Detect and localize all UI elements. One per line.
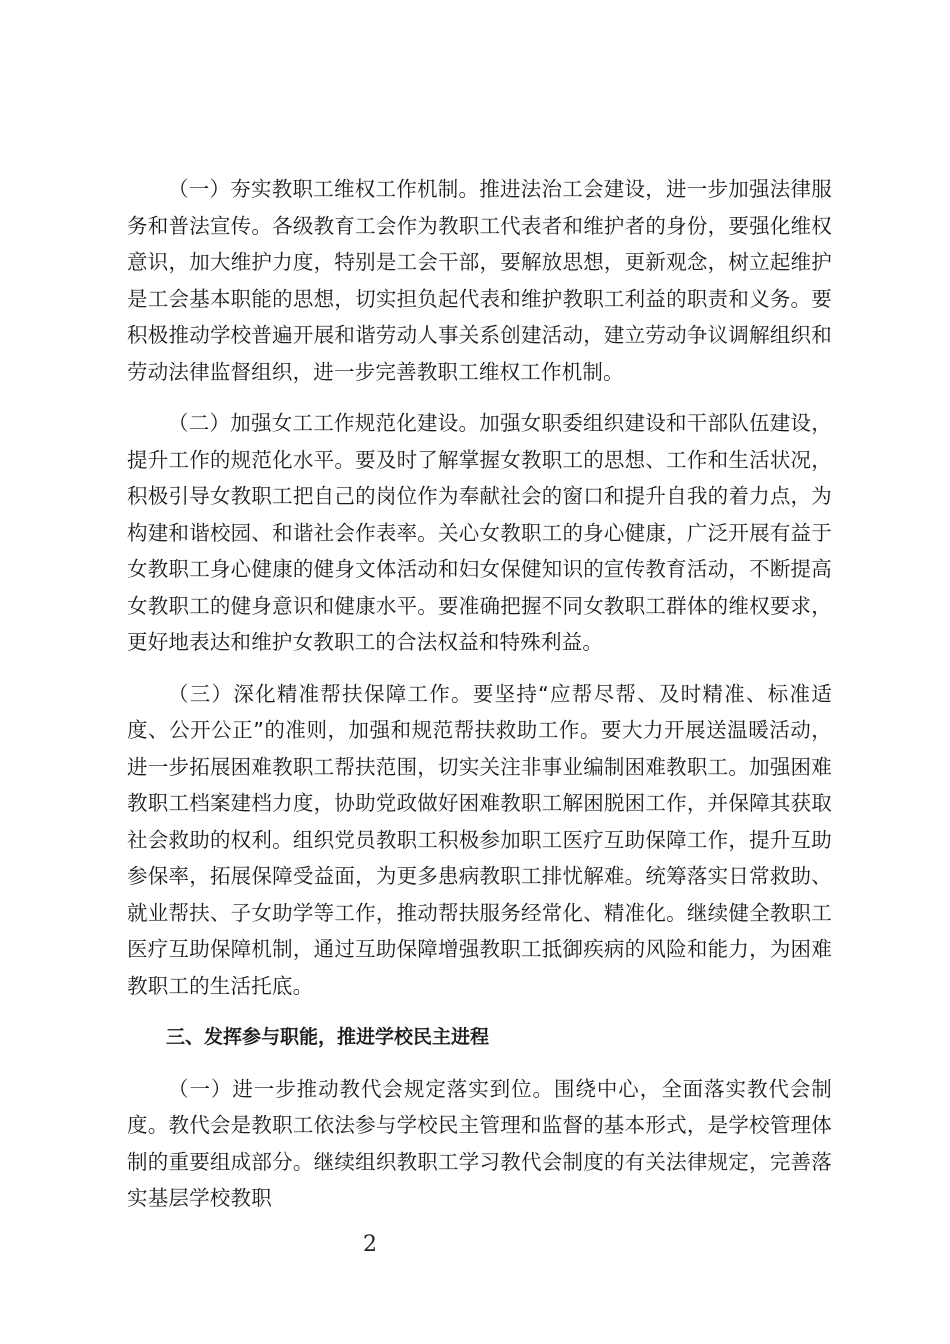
paragraph-female-worker-work: （二）加强女工工作规范化建设。加强女职委组织建设和干部队伍建设，提升工作的规范化水平。要及时了解掌握女教职工的思想、工作和生活状况，积极引导女教职工把自己的岗位作为奉献社会的窗口和提升自我的着力点，为构建和谐校园、和谐社会作表率。关心女教职工的身心健康，广泛开展有益于女教职工身心健康的健身文体活动和妇女保健知识的宣传教育活动，不断提高女教职工的健身意识和健康水平。要准确把握不同女教职工群体的维权要求，更好地表达和维护女教职工的合法权益和特殊利益。 [127, 411, 832, 654]
paragraph-staff-congress: （一）进一步推动教代会规定落实到位。围绕中心，全面落实教代会制度。教代会是教职工依法参与学校民主管理和监督的基本形式，是学校管理体制的重要组成部分。继续组织教职工学习教代会制度的有关法律规定，完善落实基层学校教职 [127, 1076, 832, 1210]
paragraph-precise-assistance: （三）深化精准帮扶保障工作。要坚持“应帮尽帮、及时精准、标准适度、公开公正”的准则，加强和规范帮扶救助工作。要大力开展送温暖活动，进一步拓展困难教职工帮扶范围，切实关注非事业编制困难教职工。加强困难教职工档案建档力度，协助党政做好困难教职工解困脱困工作，并保障其获取社会救助的权利。组织党员教职工积极参加职工医疗互助保障工作，提升互助参保率，拓展保障受益面，为更多患病教职工排忧解难。统筹落实日常救助、就业帮扶、子女助学等工作，推动帮扶服务经常化、精准化。继续健全教职工医疗互助保障机制，通过互助保障增强教职工抵御疾病的风险和能力，为困难教职工的生活托底。 [127, 681, 832, 998]
paragraph-worker-rights-mechanism: （一）夯实教职工维权工作机制。推进法治工会建设，进一步加强法律服务和普法宣传。各级教育工会作为教职工代表者和维护者的身份，要强化维权意识，加大维护力度，特别是工会干部，要解放思想，更新观念，树立起维护是工会基本职能的思想，切实担负起代表和维护教职工利益的职责和义务。要积极推动学校普遍开展和谐劳动人事关系创建活动，建立劳动争议调解组织和劳动法律监督组织，进一步完善教职工维权工作机制。 [127, 177, 832, 384]
page-number: 2 [363, 1232, 377, 1257]
document-body [127, 171, 832, 1232]
section-heading: 三、发挥参与职能，推进学校民主进程 [166, 1026, 490, 1048]
